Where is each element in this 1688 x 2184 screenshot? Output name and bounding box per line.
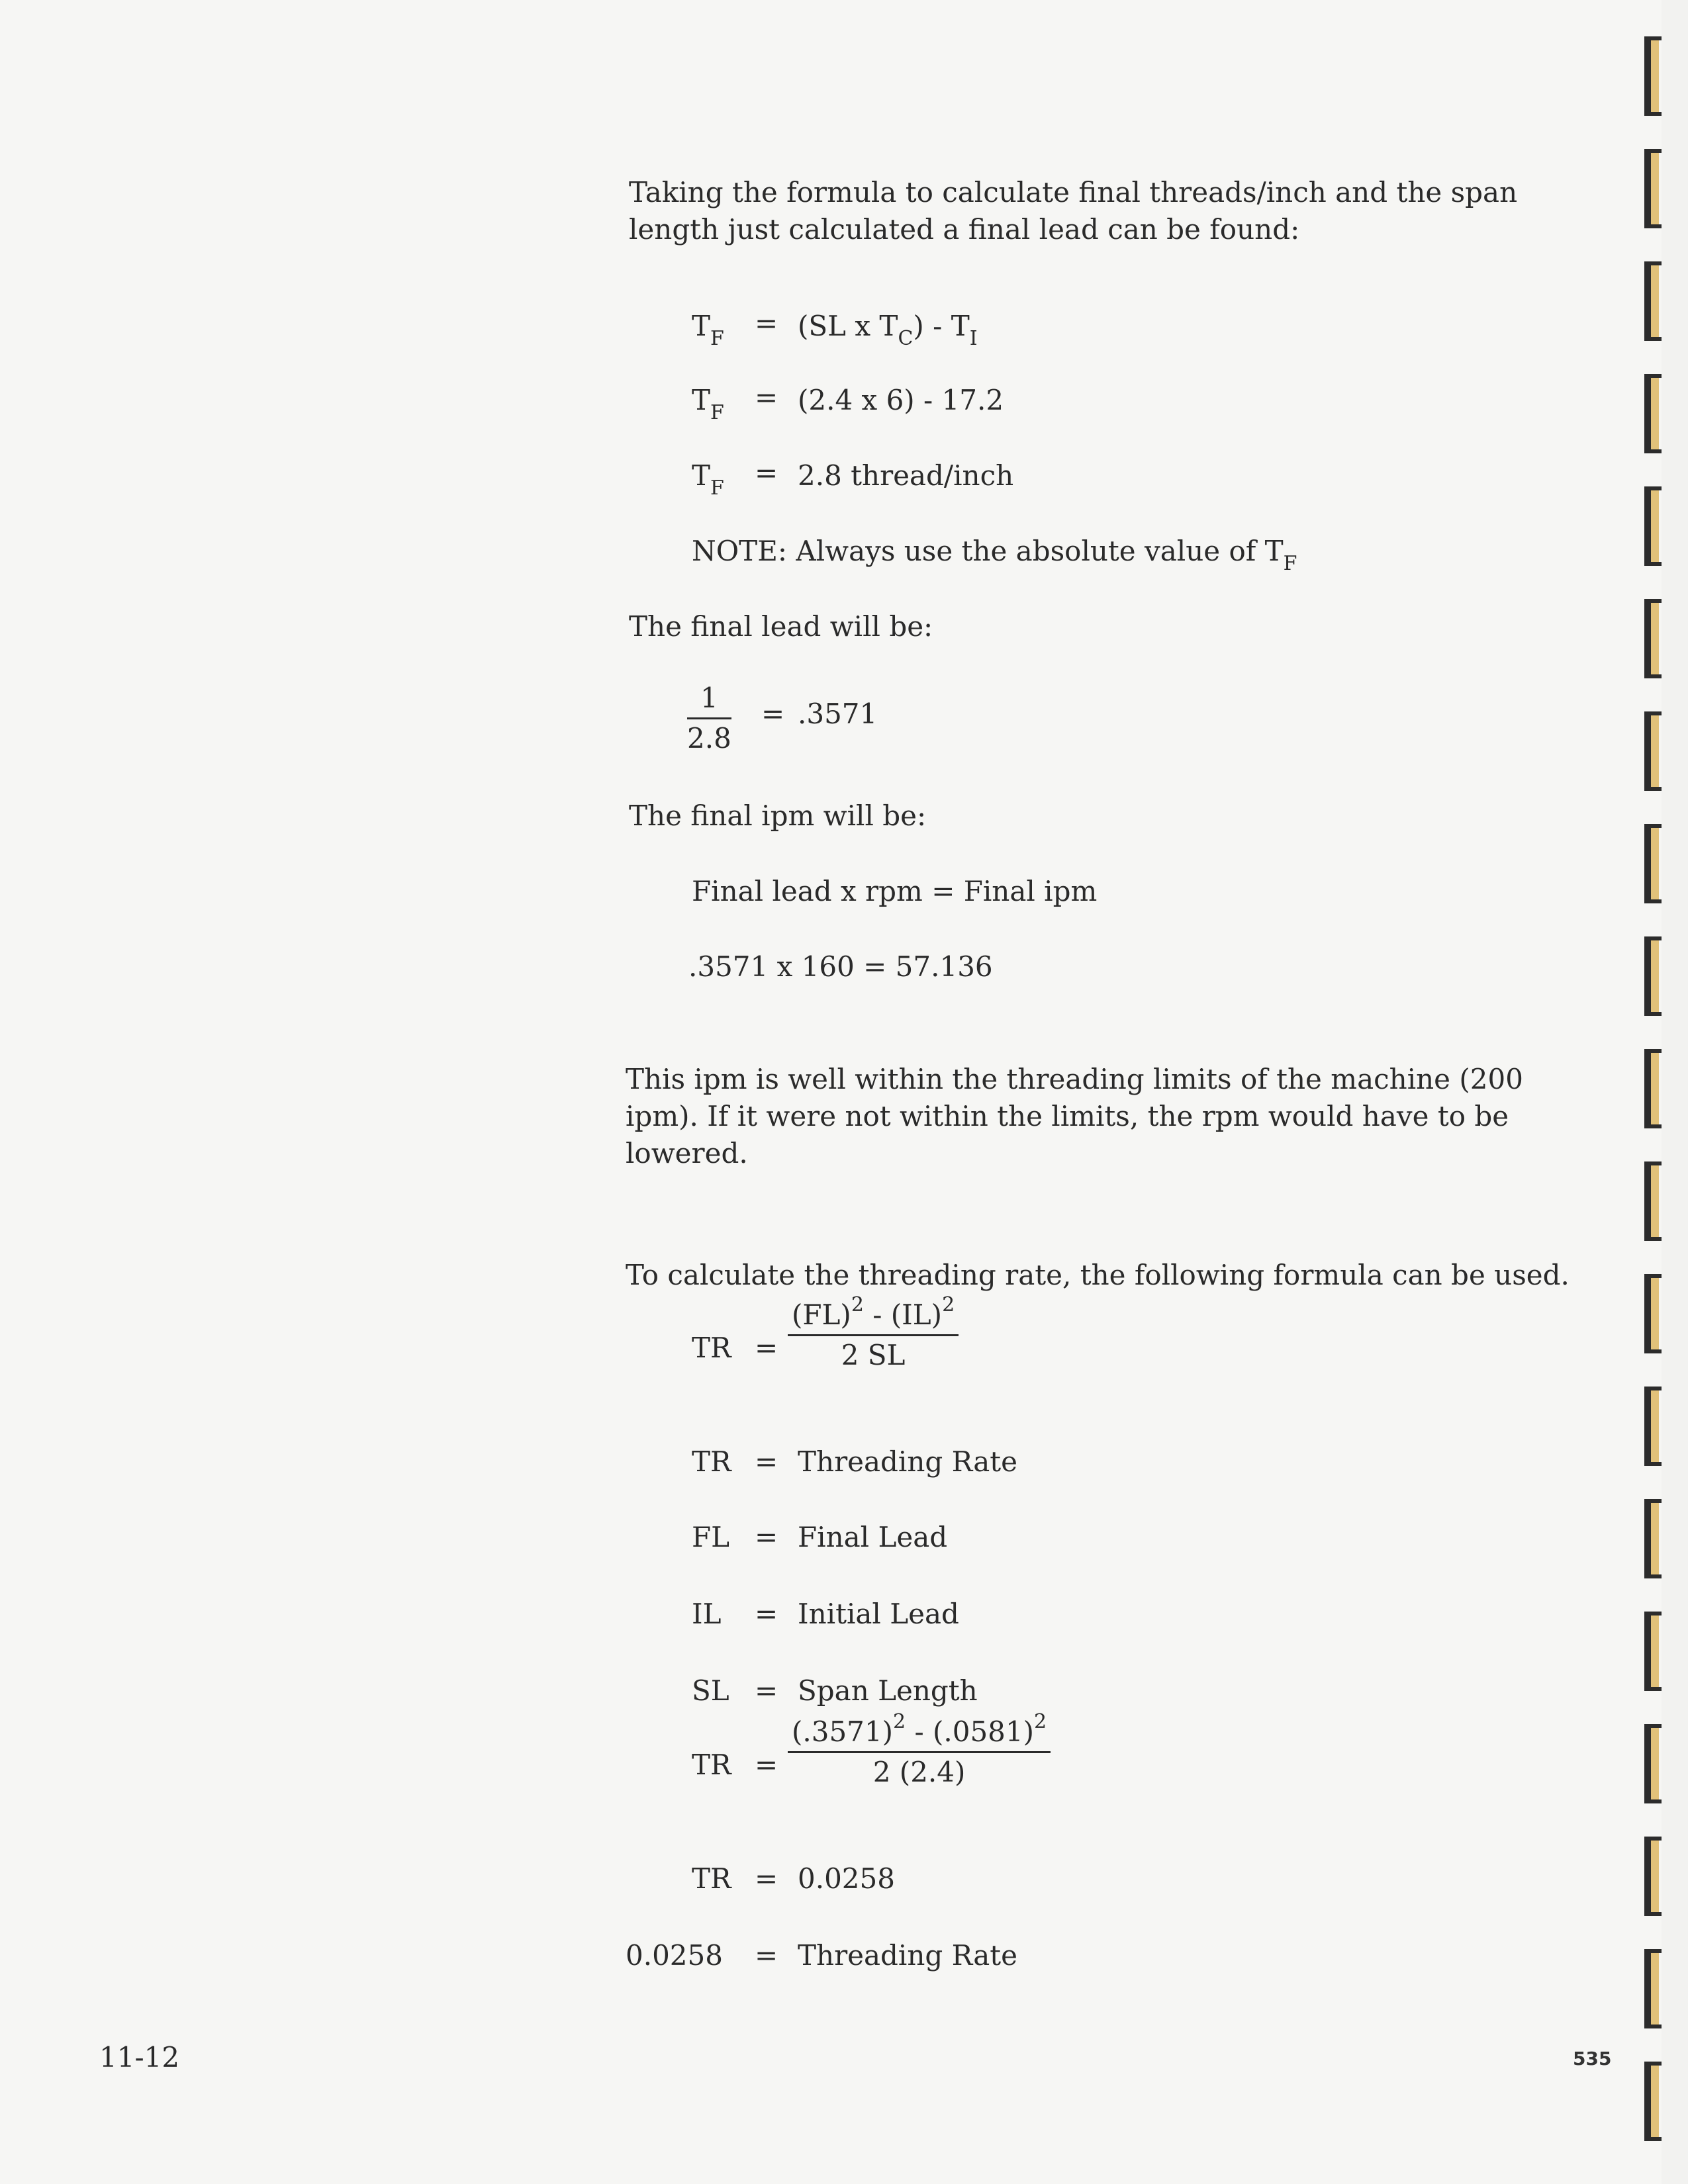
equals-sign: = <box>755 307 778 340</box>
final-lead-value: .3571 <box>798 698 878 730</box>
spiral-binding <box>1635 0 1688 2184</box>
final-ipm-formula: Final lead x rpm = Final ipm <box>692 875 1098 907</box>
binding-ring <box>1644 1837 1659 1916</box>
tf-equation-2: $T_F$ <box>692 384 724 424</box>
def-meaning-tr: Threading Rate <box>798 1445 1018 1478</box>
equals-sign: = <box>755 1939 778 1972</box>
binding-ring <box>1644 1724 1659 1803</box>
binding-ring <box>1644 36 1659 116</box>
equals-sign: = <box>755 381 778 414</box>
equals-sign: = <box>755 1445 778 1478</box>
def-term-il: IL <box>692 1598 722 1630</box>
def-meaning-sl: Span Length <box>798 1674 978 1707</box>
limits-line-1: This ipm is well within the threading limits of the machine (200 <box>626 1063 1523 1095</box>
final-lead-fraction: $\frac{1}{2.8}$ <box>687 682 731 755</box>
equals-sign: = <box>755 1521 778 1553</box>
final-ipm-label: The final ipm will be: <box>629 799 927 832</box>
binding-ring <box>1644 1049 1659 1128</box>
def-term-fl: FL <box>692 1521 730 1553</box>
tf-equation-2-rhs: (2.4 x 6) - 17.2 <box>798 384 1004 416</box>
equals-sign: = <box>755 1598 778 1630</box>
equals-sign: = <box>755 1332 778 1364</box>
absolute-value-note: NOTE: Always use the absolute value of $T_F$ <box>692 535 1297 575</box>
binding-ring <box>1644 936 1659 1016</box>
page-number: 535 <box>1573 2048 1612 2070</box>
equals-sign: = <box>761 698 785 730</box>
tr-result-lhs: TR <box>692 1862 731 1895</box>
binding-ring <box>1644 486 1659 566</box>
binding-ring <box>1644 1387 1659 1466</box>
binding-ring <box>1644 1161 1659 1241</box>
tr-formula-fraction: $\frac{(FL)^2 - (IL)^2}{2 SL}$ <box>788 1298 959 1373</box>
binding-ring <box>1644 261 1659 341</box>
tf-equation-1: $T_F$ <box>692 310 724 350</box>
tf-equation-3-rhs: 2.8 thread/inch <box>798 459 1014 492</box>
intro-line-1: Taking the formula to calculate final threads/inch and the span <box>629 176 1518 208</box>
binding-ring <box>1644 374 1659 453</box>
binding-ring <box>1644 824 1659 903</box>
binding-ring <box>1644 599 1659 678</box>
def-term-sl: SL <box>692 1674 729 1707</box>
intro-line-2: length just calculated a final lead can be found: <box>629 213 1300 246</box>
page-label: 11-12 <box>99 2041 180 2073</box>
equals-sign: = <box>755 1674 778 1707</box>
limits-line-3: lowered. <box>626 1137 748 1169</box>
binding-ring <box>1644 2062 1659 2141</box>
tr-substituted-fraction: $\frac{(.3571)^2 - (.0581)^2}{2 (2.4)}$ <box>788 1715 1051 1790</box>
tf-equation-3: $T_F$ <box>692 459 724 500</box>
tr-substituted-lhs: TR <box>692 1749 731 1781</box>
def-term-tr: TR <box>692 1445 731 1478</box>
tf-equation-1-rhs: (SL x $T_C) - T_I$ <box>798 310 978 350</box>
final-lead-label: The final lead will be: <box>629 610 933 643</box>
tr-final-meaning: Threading Rate <box>798 1939 1018 1972</box>
equals-sign: = <box>755 457 778 489</box>
binding-ring <box>1644 1949 1659 2028</box>
def-meaning-fl: Final Lead <box>798 1521 948 1553</box>
binding-ring <box>1644 149 1659 228</box>
tr-result-value: 0.0258 <box>798 1862 895 1895</box>
limits-line-2: ipm). If it were not within the limits, the rpm would have to be <box>626 1100 1509 1132</box>
binding-ring <box>1644 1499 1659 1578</box>
binding-ring <box>1644 711 1659 791</box>
final-ipm-calculation: .3571 x 160 = 57.136 <box>688 950 993 983</box>
def-meaning-il: Initial Lead <box>798 1598 959 1630</box>
binding-ring <box>1644 1274 1659 1353</box>
binding-ring <box>1644 1612 1659 1691</box>
tr-formula-lhs: TR <box>692 1332 731 1364</box>
threading-intro: To calculate the threading rate, the following formula can be used. <box>626 1259 1570 1291</box>
tr-final-lhs: 0.0258 <box>626 1939 723 1972</box>
equals-sign: = <box>755 1862 778 1895</box>
equals-sign: = <box>755 1749 778 1781</box>
